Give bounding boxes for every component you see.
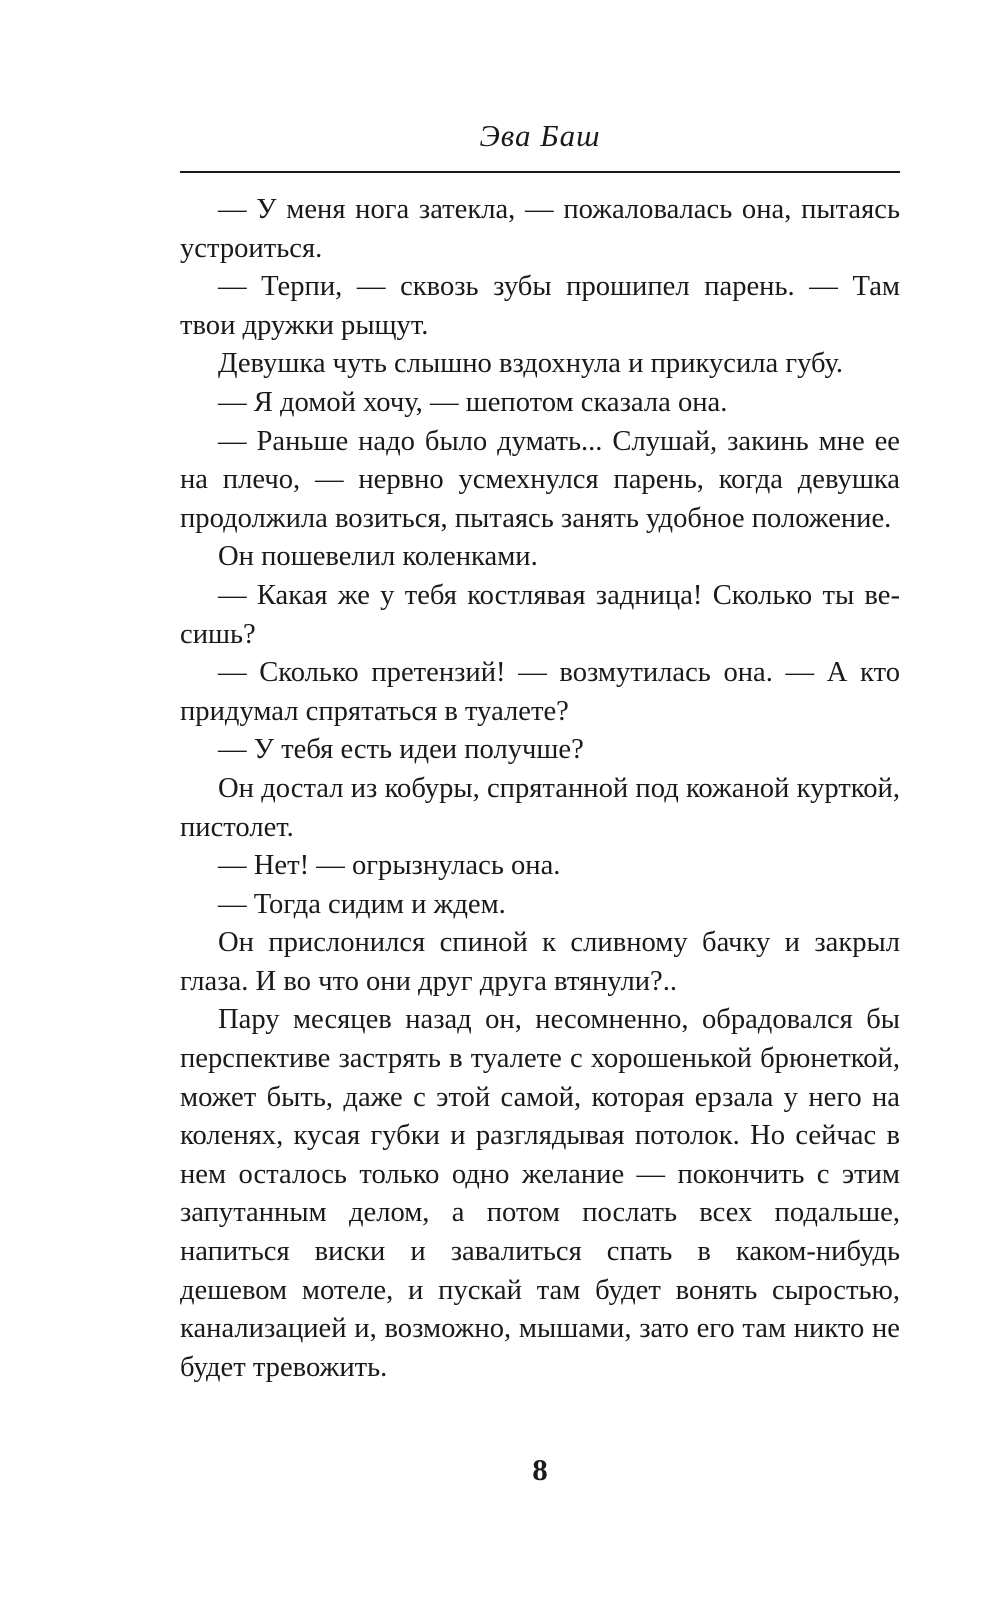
paragraph: — Какая же у тебя костлявая задница! Сколько ты весишь? <box>180 579 900 650</box>
paragraph: — Тогда сидим и ждем. <box>218 888 506 920</box>
header-rule <box>180 171 900 173</box>
paragraph: — Я домой хочу, — шепотом сказала она. <box>218 386 728 418</box>
paragraph: — Терпи, — сквозь зубы прошипел парень. — Там твои дружки рыщут. <box>180 271 900 341</box>
running-head-title: Эва Баш <box>479 118 601 153</box>
body-text <box>180 191 900 1387</box>
page-number: 8 <box>532 1452 548 1487</box>
paragraph: — У меня нога затекла, — пожаловалась она, пытаясь устроиться. <box>180 194 900 264</box>
paragraph: — Нет! — огрызнулась она. <box>218 850 561 882</box>
paragraph: Девушка чуть слышно вздохнула и прикусила губу. <box>218 348 844 380</box>
paragraph: Пару месяцев назад он, несомненно, обрадовался бы перспективе застрять в туалете с хорошенькой брюнеткой, может быть, даже с этой самой, которая ерзала у него на коленях, кусая губки и разглядывая потолок. Но сейчас в нем осталось только одно желание — покончить с этим запутанным делом, а потом послать всех подальше, напиться виски и завалиться спать в каком-нибудь дешевом мотеле, и пускай там будет вонять сыростью, канализацией и, возможно, мышами, зато его там никто не будет тревожить. <box>180 1004 900 1383</box>
paragraph: — Раньше надо было думать... Слушай, закинь мне ее на плечо, — нервно усмехнулся парень, когда девушка продолжила возиться, пытаясь занять удобное положение. <box>180 425 900 534</box>
paragraph: Он достал из кобуры, спрятанной под кожаной курткой, пистолет. <box>180 772 900 843</box>
paragraph: Он прислонился спиной к сливному бачку и закрыл глаза. И во что они друг друга втянули?.. <box>180 927 900 997</box>
paragraph: — Сколько претензий! — возмутилась она. — А кто придумал спрятаться в туалете? <box>180 657 900 727</box>
paragraph: Он пошевелил коленками. <box>218 541 538 573</box>
paragraph: — У тебя есть идеи получше? <box>218 734 584 766</box>
